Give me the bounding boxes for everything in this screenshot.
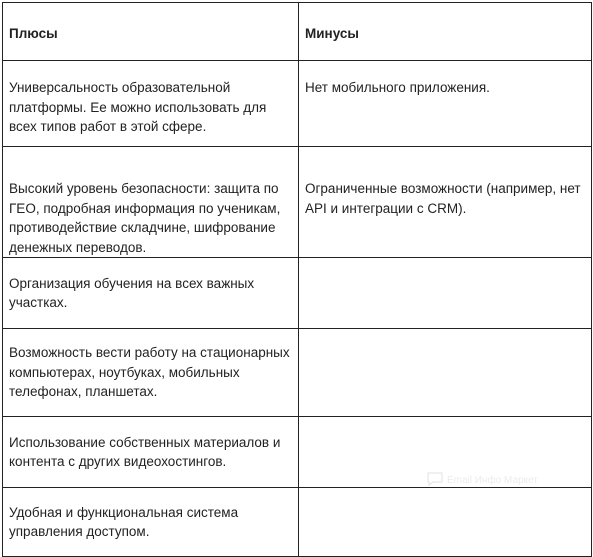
con-cell (299, 258, 592, 329)
pro-cell (3, 488, 299, 557)
pro-text: Организация обучения на всех важных участках. (9, 275, 255, 310)
pro-text: Использование собственных материалов и контента с других видеохостингов. (9, 434, 281, 469)
con-cell (299, 61, 592, 147)
pro-cell (3, 329, 299, 417)
con-cell (299, 417, 592, 488)
con-text: Нет мобильного приложения. (305, 80, 490, 95)
watermark-text: Email Инфо Маркет (447, 475, 538, 486)
con-cell (299, 147, 592, 258)
pro-cell (3, 61, 299, 147)
con-cell (299, 488, 592, 557)
header-pros: Плюсы (3, 3, 299, 61)
pro-cell (3, 147, 299, 258)
pro-text: Универсальность образовательной платформы. Ее можно использовать для всех типов работ в этой сфере. (9, 80, 267, 134)
con-cell (299, 329, 592, 417)
pro-cell (3, 417, 299, 488)
table-row (3, 61, 592, 147)
table-row (3, 258, 592, 329)
table-header-row (3, 3, 592, 61)
pros-cons-table (2, 2, 592, 557)
table-row (3, 417, 592, 488)
pro-text: Удобная и функциональная система управления доступом. (9, 504, 239, 539)
table-row (3, 329, 592, 417)
header-cons: Минусы (299, 3, 592, 61)
pro-text: Возможность вести работу на стационарных компьютерах, ноутбуках, мобильных телефонах, планшетах. (9, 345, 290, 400)
con-text: Ограниченные возможности (например, нет API и интеграции с CRM). (305, 181, 581, 216)
pro-cell (3, 258, 299, 329)
table-row (3, 488, 592, 557)
pro-text: Высокий уровень безопасности: защита по ГЕО, подробная информация по ученикам, противодействие складчине, шифрование денежных переводов. (9, 181, 281, 255)
table-row (3, 147, 592, 258)
